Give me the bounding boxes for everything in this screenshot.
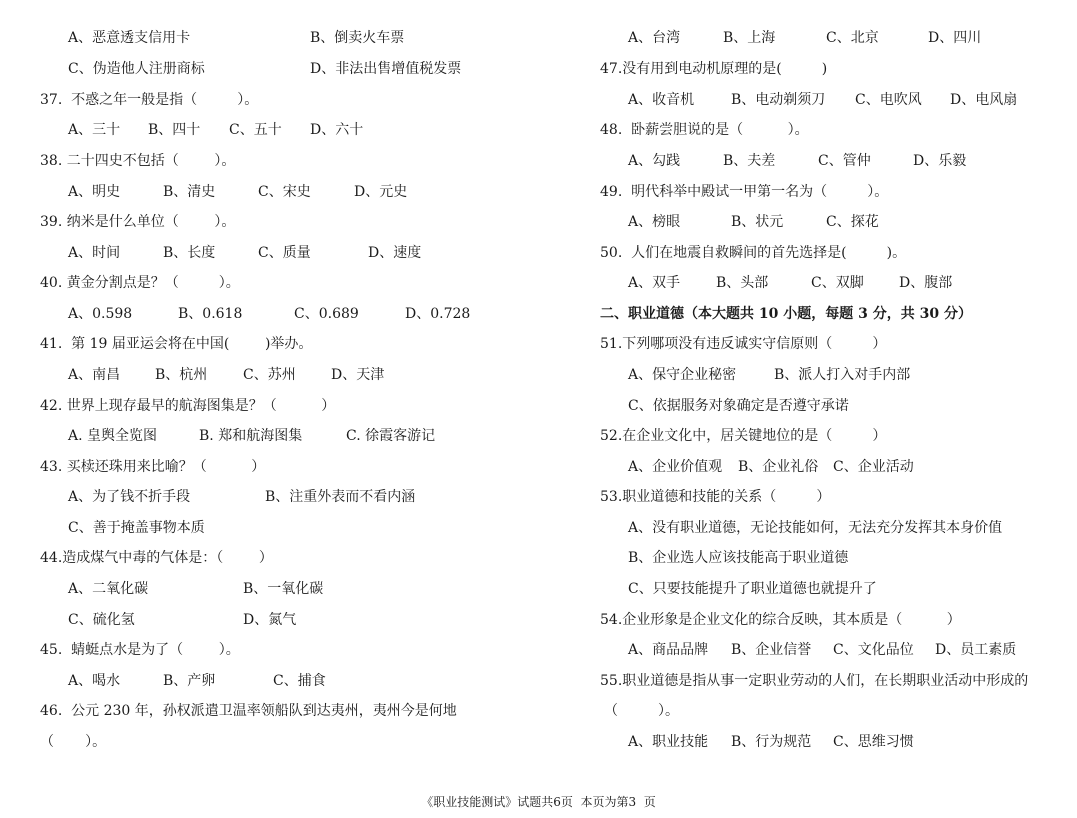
answer-option: D、乐毅	[913, 153, 967, 169]
question-text: 55.职业道德是指从事一定职业劳动的人们，在长期职业活动中形成的	[600, 673, 1029, 689]
answer-option: C、北京	[826, 30, 879, 46]
answer-option: B、上海	[723, 30, 776, 46]
section-heading: 二、职业道德（本大题共 10 小题，每题 3 分，共 30 分）	[600, 306, 972, 322]
answer-option: D、非法出售增值税发票	[310, 61, 462, 77]
answer-option: C、只要技能提升了职业道德也就提升了	[628, 581, 877, 597]
answer-option: A、企业价值观	[628, 459, 723, 475]
answer-option: A、台湾	[628, 30, 681, 46]
answer-option: B、企业信誉	[731, 642, 812, 658]
answer-option: C. 徐霞客游记	[346, 428, 436, 444]
question-text: 42. 世界上现存最早的航海图集是？（ ）	[40, 398, 336, 414]
answer-option: B. 郑和航海图集	[199, 428, 303, 444]
answer-option: C、思维习惯	[833, 734, 914, 750]
answer-option: B、派人打入对手内部	[774, 367, 911, 383]
question-text: 45. 蜻蜓点水是为了（ ）。	[40, 642, 240, 658]
answer-option: B、长度	[163, 245, 216, 261]
question-text: 51.下列哪项没有违反诚实守信原则（ ）	[600, 336, 887, 352]
answer-option: C、探花	[826, 214, 879, 230]
answer-option: C、企业活动	[833, 459, 914, 475]
question-text: 46. 公元 230 年，孙权派遣卫温率领船队到达夷州，夷州今是何地	[40, 703, 457, 719]
answer-option: A、明史	[68, 184, 121, 200]
answer-option: B、清史	[163, 184, 216, 200]
answer-option: A、南昌	[68, 367, 121, 383]
question-text: 49. 明代科举中殿试一甲第一名为（ ）。	[600, 184, 889, 200]
answer-option: C、捕食	[273, 673, 326, 689]
answer-option: A、保守企业秘密	[628, 367, 737, 383]
answer-option: B、0.618	[178, 306, 243, 322]
answer-option: B、企业选人应该技能高于职业道德	[628, 550, 849, 566]
answer-option: D、四川	[928, 30, 982, 46]
answer-option: B、倒卖火车票	[310, 30, 405, 46]
question-text: 53.职业道德和技能的关系（ ）	[600, 489, 831, 505]
answer-option: C、0.689	[294, 306, 359, 322]
question-text: 48. 卧薪尝胆说的是（ ）。	[600, 122, 809, 138]
answer-option: A、恶意透支信用卡	[68, 30, 191, 46]
answer-option: B、企业礼俗	[738, 459, 819, 475]
question-text: 44.造成煤气中毒的气体是：（ ）	[40, 550, 273, 566]
answer-option: A、喝水	[68, 673, 121, 689]
answer-option: A、收音机	[628, 92, 695, 108]
answer-option: B、产卵	[163, 673, 216, 689]
answer-option: D、员工素质	[935, 642, 1017, 658]
answer-option: C、电吹风	[855, 92, 922, 108]
answer-option: A、双手	[628, 275, 681, 291]
answer-option: C、依据服务对象确定是否遵守承诺	[628, 398, 849, 414]
answer-option: A、三十	[68, 122, 121, 138]
question-text: 43. 买椟还珠用来比喻？（ ）	[40, 459, 266, 475]
question-text: 41. 第 19 届亚运会将在中国( )举办。	[40, 336, 313, 352]
question-text: 37. 不惑之年一般是指（ ）。	[40, 92, 259, 108]
answer-option: A、为了钱不折手段	[68, 489, 191, 505]
question-text: 54.企业形象是企业文化的综合反映，其本质是（ ）	[600, 612, 961, 628]
answer-option: C、伪造他人注册商标	[68, 61, 205, 77]
answer-option: C、文化品位	[833, 642, 914, 658]
answer-option: A、商品品牌	[628, 642, 709, 658]
answer-option: B、头部	[716, 275, 769, 291]
question-text: 40. 黄金分割点是？（ ）。	[40, 275, 240, 291]
answer-option: A、二氧化碳	[68, 581, 149, 597]
answer-option: D、0.728	[405, 306, 471, 322]
answer-option: B、行为规范	[731, 734, 812, 750]
answer-option: C、五十	[229, 122, 282, 138]
answer-option: A、时间	[68, 245, 121, 261]
page-footer: 《职业技能测试》试题共6页 本页为第3 页	[421, 795, 656, 809]
answer-option: C、苏州	[243, 367, 296, 383]
answer-option: D、速度	[368, 245, 422, 261]
answer-option: B、一氧化碳	[243, 581, 324, 597]
answer-option: B、电动剃须刀	[731, 92, 826, 108]
question-text: 38. 二十四史不包括（ ）。	[40, 153, 236, 169]
answer-option: C、双脚	[811, 275, 864, 291]
answer-option: D、元史	[354, 184, 408, 200]
answer-option: A、榜眼	[628, 214, 681, 230]
answer-option: B、注重外表而不看内涵	[265, 489, 416, 505]
answer-option: C、善于掩盖事物本质	[68, 520, 205, 536]
answer-option: D、天津	[331, 367, 385, 383]
answer-option: D、六十	[310, 122, 364, 138]
answer-option: B、状元	[731, 214, 784, 230]
question-text: 50. 人们在地震自救瞬间的首先选择是( )。	[600, 245, 907, 261]
answer-option: A. 皇舆全览图	[68, 428, 158, 444]
answer-option: D、氮气	[243, 612, 297, 628]
question-text: （ ）。	[40, 734, 107, 750]
answer-option: C、管仲	[818, 153, 871, 169]
answer-option: A、没有职业道德，无论技能如何，无法充分发挥其本身价值	[628, 520, 1003, 536]
answer-option: C、硫化氢	[68, 612, 135, 628]
question-text: 47.没有用到电动机原理的是( )	[600, 61, 828, 77]
question-text: （ ）。	[604, 703, 680, 719]
question-text: 52.在企业文化中，居关键地位的是（ ）	[600, 428, 887, 444]
answer-option: B、夫差	[723, 153, 776, 169]
answer-option: A、职业技能	[628, 734, 709, 750]
answer-option: B、杭州	[155, 367, 208, 383]
question-text: 39. 纳米是什么单位（ ）。	[40, 214, 236, 230]
answer-option: B、四十	[148, 122, 201, 138]
answer-option: C、质量	[258, 245, 311, 261]
answer-option: D、腹部	[899, 275, 953, 291]
answer-option: C、宋史	[258, 184, 311, 200]
answer-option: A、0.598	[68, 306, 133, 322]
answer-option: A、勾践	[628, 153, 681, 169]
answer-option: D、电风扇	[950, 92, 1018, 108]
